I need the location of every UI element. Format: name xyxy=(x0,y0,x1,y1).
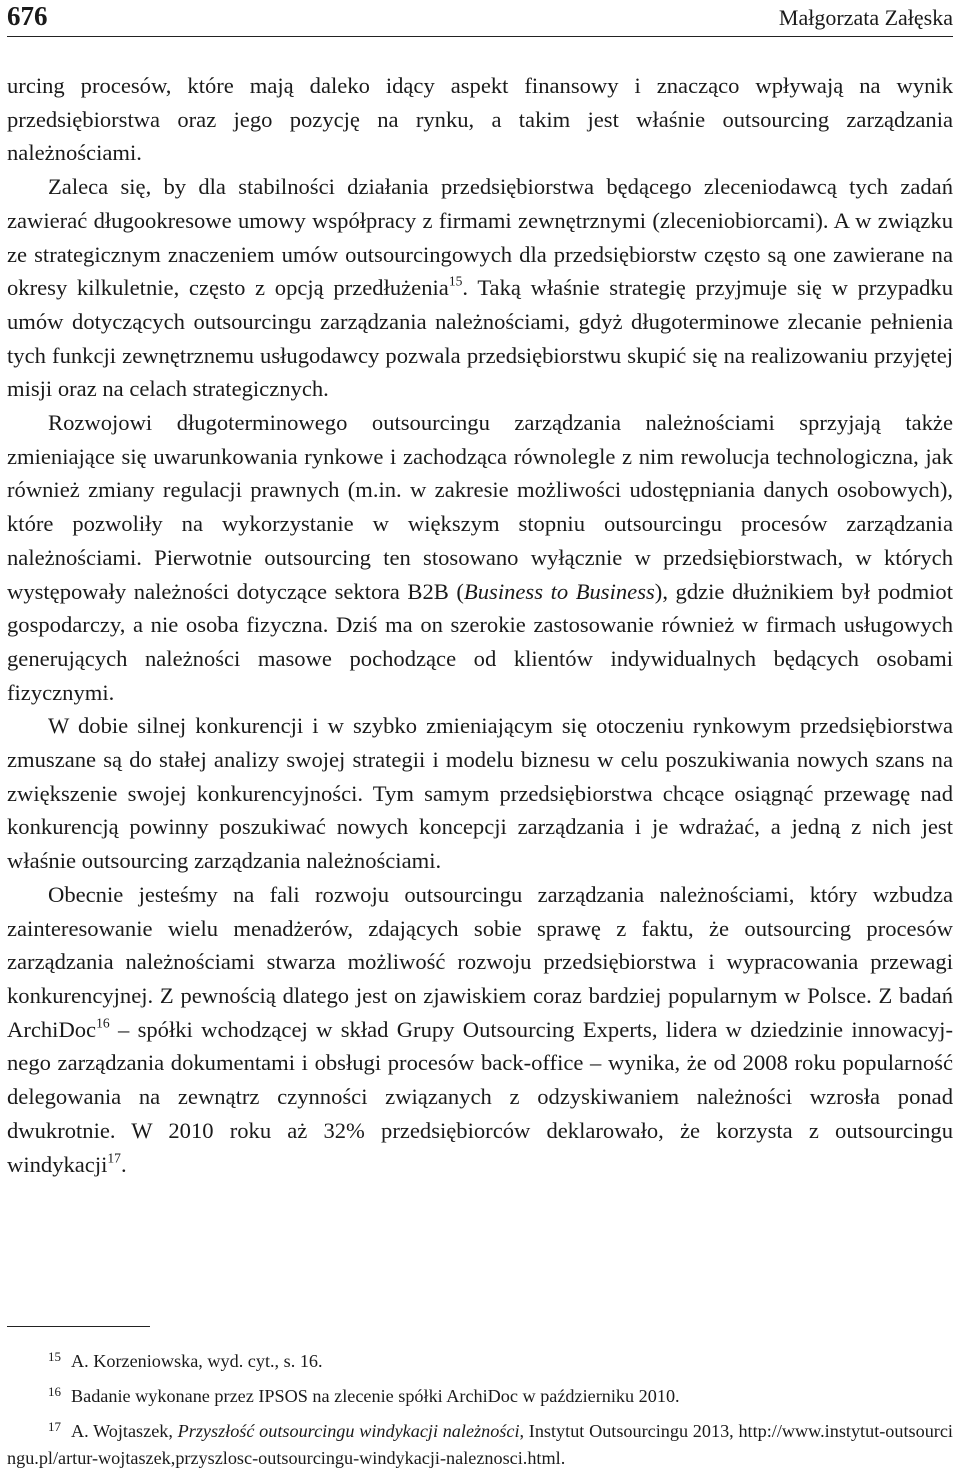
footnote-divider xyxy=(7,1326,150,1327)
paragraph-2: Zaleca się, by dla stabilności działania przedsiębiorstwa będącego zleceniodawcą tych zadań zawierać długookresowe umowy współpracy z firmami zewnętrznymi (zleceniobiorcami). A w związku ze strategicznym znaczeniem umów outsourcingowych dla przedsiębiorstw często są one zawierane na okresy kilkuletnie, często z opcją przedłużenia$^{15}$. Taką właśnie strategię przyjmuje się w przypadku umów dotyczących outsourcingu zarządzania należnościami, gdyż długoterminowe zlecanie pełnienia tych funkcji zewnętrznemu usługodawcy pozwala przedsiębiorstwu skupić się na realizowaniu przyjętej misji oraz na celach strategicznych. xyxy=(7,174,953,402)
footnotes xyxy=(7,1343,953,1475)
running-head-author: Małgorzata Załęska xyxy=(778,5,953,30)
italic-term: Business to Business xyxy=(463,578,655,604)
footnote-mark: 16 xyxy=(48,1384,61,1399)
footnote-16: $^{16}$ Badanie wykonane przez IPSOS na zlecenie spółki ArchiDoc w październiku 2010. xyxy=(48,1384,680,1406)
paragraph-4: W dobie silnej konkurencji i w szybko zmieniającym się otoczeniu rynkowym przedsiębiorstwa zmuszane są do stałej analizy swojej strategii i modelu biznesu w celu poszukiwania nowych szans na zwiększenie swojej konkurencyjności. Tym samym przedsiębiorstwa chcące osiągnąć przewagę nad konkurencją powinny poszukiwać nowych koncepcji zarządzania i je wdrażać, a jedną z nich jest właśnie outsourcing zarządzania należnościami. xyxy=(7,713,953,874)
footnote-ref-15[interactable]: 15 xyxy=(448,273,463,289)
paragraph-1: urcing procesów, które mają daleko idący aspekt finansowy i znacząco wpływają na wynik przedsiębiorstwa oraz jego pozycję na rynku, a takim jest właśnie outsourcing zarządzania należnościami. xyxy=(7,73,953,166)
footnote-mark: 15 xyxy=(48,1349,61,1364)
paragraph-5: Obecnie jesteśmy na fali rozwoju outsourcingu zarządzania należnościami, który wzbudza zainteresowanie wielu menadżerów, zdających sobie sprawę z faktu, że outsourcing procesów zarządzania należnościami stwarza możliwość rozwoju przedsiębiorstwa i wypracowania przewagi konkurencyjnej. Z pewnością dlatego jest on zjawiskiem coraz bardziej popularnym w Polsce. Z badań ArchiDoc$^{16}$ – spółki wchodzącej w skład Grupy Outsourcing Experts, lidera w dziedzinie innowacyjnego zarządzania dokumentami i obsługi procesów back-office – wynika, że od 2008 roku popularność delegowania na zewnątrz czynności związanych z odzyskiwaniem należności wzrosła ponad dwukrotnie. W 2010 roku aż 32% przedsiębiorców deklarowało, że korzysta z outsourcingu windykacji$^{17}$. xyxy=(7,881,953,1177)
footnote-mark: 17 xyxy=(48,1419,61,1434)
paragraph-3: Rozwojowi długoterminowego outsourcingu zarządzania należnościami sprzyjają także zmieniające się uwarunkowania rynkowe i zachodząca równolegle z nim rewolucja technologiczna, jak również zmiany regulacji prawnych (m.in. w zakresie możliwości udostępniania danych osobowych), które pozwoliły na wykorzystanie w większym stopniu outsourcingu procesów zarządzania należnościami. Pierwotnie outsourcing ten stosowano wyłącznie w przedsiębiorstwach, w których występowały należności dotyczące sektora B2B (Business to Business), gdzie dłużnikiem był podmiot gospodarczy, a nie osoba fizyczna. Dziś ma on szerokie zastosowanie również w firmach usługowych generujących należności masowe pochodzące od klientów indywidualnych będących osobami fizycznymi. xyxy=(7,410,953,705)
footnote-ref-16[interactable]: 16 xyxy=(96,1015,110,1031)
page-number: 676 xyxy=(7,1,48,31)
body-text xyxy=(7,69,953,1181)
footnote-ref-17[interactable]: 17 xyxy=(107,1150,121,1166)
footnote-17: $^{17}$ A. Wojtaszek, Przyszłość outsourcingu windykacji należności, Instytut Outsourcingu 2013, http://www.instytut-outsourcingu.pl/artur-wojtaszek,przyszlosc-outsourcingu-windykacji-naleznosci.html. xyxy=(7,1419,953,1468)
footnote-url-link[interactable]: http://www.instytut-outsourcingu.pl/artur-wojtaszek,przyszlosc-outsourcingu-windykacji-naleznosci.html. xyxy=(7,1421,953,1468)
footnote-15: $^{15}$ A. Korzeniowska, wyd. cyt., s. 16. xyxy=(48,1349,323,1371)
page-header xyxy=(7,0,953,37)
